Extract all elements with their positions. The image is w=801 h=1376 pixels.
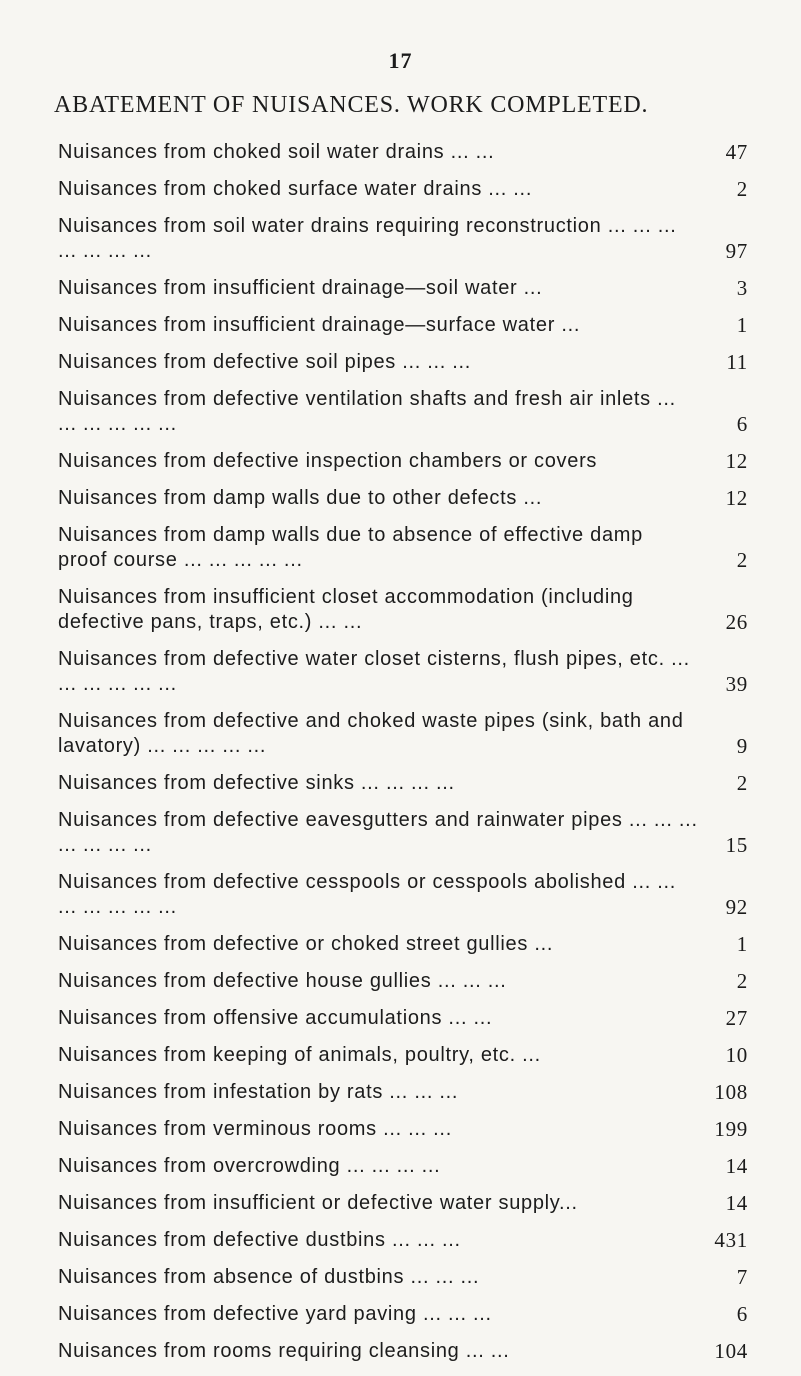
- nuisance-description: Nuisances from defective yard paving ... ... ...: [58, 1303, 492, 1325]
- nuisance-count: 1: [736, 313, 748, 337]
- nuisance-description: Nuisances from damp walls due to absence of effective damp proof course ... ... ... ... ...: [58, 524, 643, 571]
- list-item: [58, 585, 748, 635]
- list-item: [58, 177, 748, 202]
- nuisance-description: Nuisances from verminous rooms ... ... ...: [58, 1118, 452, 1140]
- list-item: [58, 870, 748, 920]
- nuisance-count: 15: [725, 833, 748, 857]
- list-item: [58, 387, 748, 437]
- nuisance-count: 27: [725, 1006, 748, 1030]
- list-item: [58, 932, 748, 957]
- nuisance-description: Nuisances from defective or choked street gullies ...: [58, 933, 554, 955]
- list-item: [58, 771, 748, 796]
- nuisance-description: Nuisances from insufficient or defective water supply...: [58, 1192, 578, 1214]
- nuisance-description: Nuisances from defective cesspools or cesspools abolished ... ... ... ... ... ... ...: [58, 871, 676, 918]
- page-number: 17: [388, 48, 413, 73]
- list-item: [58, 1080, 748, 1105]
- list-item: [58, 1006, 748, 1031]
- list-item: [58, 523, 748, 573]
- nuisance-description: Nuisances from insufficient drainage—soil water ...: [58, 277, 543, 299]
- nuisance-description: Nuisances from insufficient drainage—surface water ...: [58, 314, 581, 336]
- nuisance-description: Nuisances from defective and choked waste pipes (sink, bath and lavatory) ... ... ... ... ...: [58, 710, 684, 757]
- nuisance-count: 1: [736, 932, 748, 956]
- list-item: [58, 276, 748, 301]
- nuisance-description: Nuisances from absence of dustbins ... ... ...: [58, 1266, 480, 1288]
- list-item: [58, 1117, 748, 1142]
- list-item: [58, 1191, 748, 1216]
- list-item: [58, 969, 748, 994]
- nuisance-description: Nuisances from offensive accumulations ... ...: [58, 1007, 493, 1029]
- nuisance-count: 47: [725, 140, 748, 164]
- list-item: [58, 486, 748, 511]
- nuisance-count: 2: [736, 969, 748, 993]
- list-item: [58, 1302, 748, 1327]
- nuisance-description: Nuisances from defective ventilation shafts and fresh air inlets ... ... ... ... ... ...: [58, 388, 676, 435]
- nuisance-description: Nuisances from defective inspection chambers or covers: [58, 450, 598, 472]
- nuisance-description: Nuisances from rooms requiring cleansing ... ...: [58, 1340, 510, 1362]
- nuisance-count: 26: [725, 610, 748, 634]
- list-item: [58, 709, 748, 759]
- nuisance-description: Nuisances from overcrowding ... ... ... ...: [58, 1155, 441, 1177]
- nuisance-description: Nuisances from soil water drains requiring reconstruction ... ... ... ... ... ... ...: [58, 215, 677, 262]
- list-item: [58, 647, 748, 697]
- list-item: [58, 1154, 748, 1179]
- nuisance-count: 2: [736, 548, 748, 572]
- nuisance-count: 7: [736, 1265, 748, 1289]
- nuisance-count: 6: [736, 1302, 748, 1326]
- nuisance-count: 104: [714, 1339, 748, 1363]
- nuisance-description: Nuisances from defective water closet cisterns, flush pipes, etc. ... ... ... ... ... ...: [58, 648, 690, 695]
- nuisance-count: 431: [714, 1228, 748, 1252]
- nuisance-list: [58, 140, 748, 1376]
- nuisance-count: 6: [736, 412, 748, 436]
- nuisance-description: Nuisances from defective eavesgutters and rainwater pipes ... ... ... ... ... ... ...: [58, 809, 698, 856]
- list-item: [58, 214, 748, 264]
- list-item: [58, 140, 748, 165]
- nuisance-count: 92: [725, 895, 748, 919]
- nuisance-count: 10: [725, 1043, 748, 1067]
- nuisance-count: 97: [725, 239, 748, 263]
- list-item: [58, 313, 748, 338]
- nuisance-count: 12: [725, 449, 748, 473]
- nuisance-description: Nuisances from defective dustbins ... ... ...: [58, 1229, 461, 1251]
- nuisance-count: 11: [726, 350, 748, 374]
- nuisance-description: Nuisances from defective house gullies ... ... ...: [58, 970, 507, 992]
- nuisance-description: Nuisances from defective sinks ... ... ... ...: [58, 772, 455, 794]
- nuisance-description: Nuisances from damp walls due to other defects ...: [58, 487, 543, 509]
- nuisance-count: 108: [714, 1080, 748, 1104]
- list-item: [58, 449, 748, 474]
- nuisance-count: 3: [736, 276, 748, 300]
- list-item: [58, 1043, 748, 1068]
- list-item: [58, 1228, 748, 1253]
- nuisance-description: Nuisances from keeping of animals, poultry, etc. ...: [58, 1044, 541, 1066]
- list-item: [58, 1339, 748, 1364]
- list-item: [58, 350, 748, 375]
- nuisance-count: 12: [725, 486, 748, 510]
- page-heading: ABATEMENT OF NUISANCES. WORK COMPLETED.: [54, 92, 649, 118]
- list-item: [58, 1265, 748, 1290]
- nuisance-count: 2: [736, 177, 748, 201]
- nuisance-count: 2: [736, 771, 748, 795]
- nuisance-count: 9: [736, 734, 748, 758]
- nuisance-description: Nuisances from choked soil water drains ... ...: [58, 141, 495, 163]
- nuisance-description: Nuisances from insufficient closet accommodation (including defective pans, traps, etc.) ... ...: [58, 586, 634, 633]
- nuisance-count: 199: [714, 1117, 748, 1141]
- nuisance-description: Nuisances from infestation by rats ... ... ...: [58, 1081, 459, 1103]
- nuisance-count: 14: [725, 1154, 748, 1178]
- nuisance-description: Nuisances from defective soil pipes ... ... ...: [58, 351, 472, 373]
- nuisance-count: 14: [725, 1191, 748, 1215]
- nuisance-description: Nuisances from choked surface water drains ... ...: [58, 178, 533, 200]
- list-item: [58, 808, 748, 858]
- nuisance-count: 39: [725, 672, 748, 696]
